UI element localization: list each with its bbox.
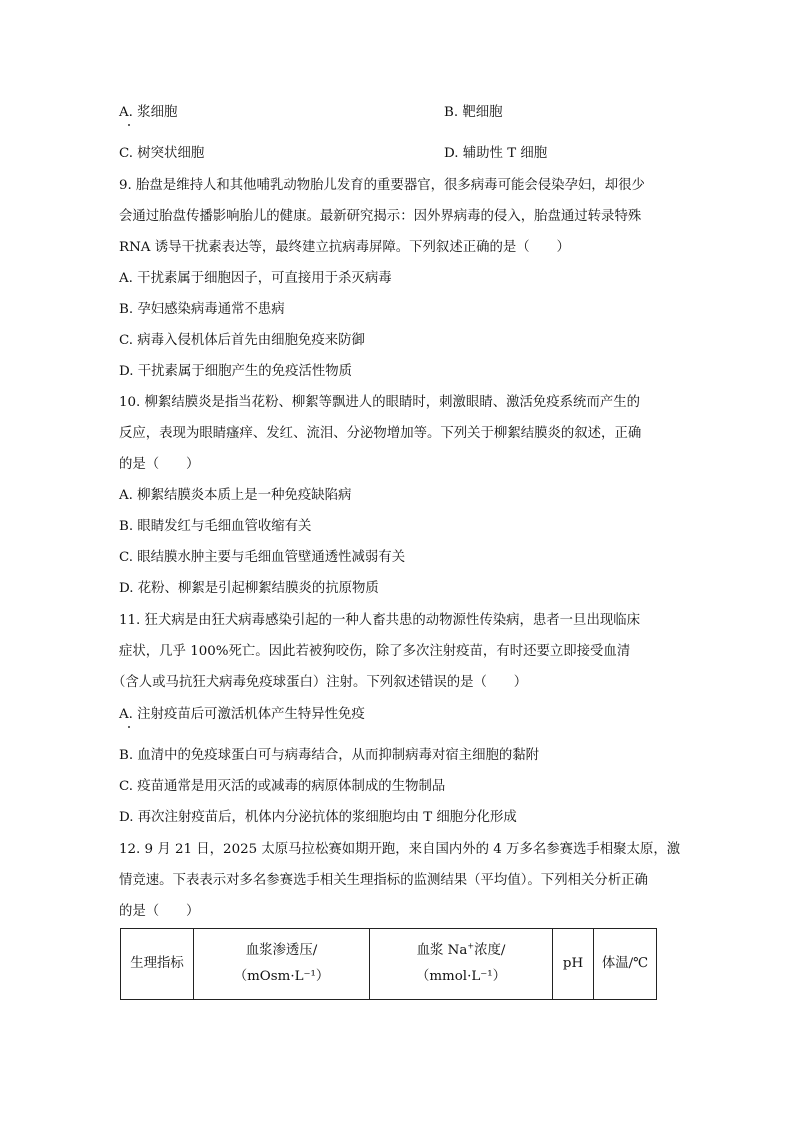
q10-stem-line-1: 10. 柳絮结膜炎是指当花粉、柳絮等飘进人的眼睛时，刺激眼睛、激活免疫系统而产生的 <box>119 395 641 410</box>
header-body-temperature: 体温/℃ <box>594 929 657 1000</box>
emphasis-dot <box>128 124 130 126</box>
q9-option-d: D. 干扰素属于细胞产生的免疫活性物质 <box>119 364 353 379</box>
q9-stem-line-1: 9. 胎盘是维持人和其他哺乳动物胎儿发育的重要器官，很多病毒可能会侵染孕妇，却很少 <box>119 178 645 193</box>
q11-option-b: B. 血清中的免疫球蛋白可与病毒结合，从而抑制病毒对宿主细胞的黏附 <box>119 748 540 763</box>
q10-option-c: C. 眼结膜水肿主要与毛细血管壁通透性减弱有关 <box>119 550 406 565</box>
header-physiological-index: 生理指标 <box>121 929 194 1000</box>
q11-option-a: A. 注射疫苗后可激活机体产生特异性免疫 <box>119 707 365 722</box>
q8-option-c: C. 树突状细胞 <box>119 146 205 161</box>
q11-stem-line-1: 11. 狂犬病是由狂犬病毒感染引起的一种人畜共患的动物源性传染病，患者一旦出现临床 <box>119 613 641 628</box>
q10-option-b: B. 眼睛发红与毛细血管收缩有关 <box>119 519 312 534</box>
q11-option-c: C. 疫苗通常是用灭活的或减毒的病原体制成的生物制品 <box>119 779 446 794</box>
q12-stem-line-1: 12. 9 月 21 日，2025 太原马拉松赛如期开跑，来自国内外的 4 万多名参赛选手相聚太原，激 <box>119 842 681 857</box>
q11-stem-line-2: 症状，几乎 100%死亡。因此若被狗咬伤，除了多次注射疫苗，有时还要立即接受血清 <box>119 644 631 659</box>
q8-option-d: D. 辅助性 T 细胞 <box>444 146 548 161</box>
q12-stem-line-3: 的是（ ） <box>119 904 200 919</box>
header-plasma-osmotic-pressure: 血浆渗透压/ （mOsm·L⁻¹） <box>194 929 370 1000</box>
physiology-table <box>120 928 657 1000</box>
table-header-row <box>121 929 657 1000</box>
q11-option-d: D. 再次注射疫苗后，机体内分泌抗体的浆细胞均由 T 细胞分化形成 <box>119 810 517 825</box>
q8-option-b: B. 靶细胞 <box>444 105 503 120</box>
q9-stem-line-3: RNA 诱导干扰素表达等，最终建立抗病毒屏障。下列叙述正确的是（ ） <box>119 240 570 255</box>
q12-stem-line-2: 情竞速。下表表示对多名参赛选手相关生理指标的监测结果（平均值）。下列相关分析正确 <box>119 873 648 888</box>
header-plasma-na-concentration: 血浆 Na+浓度/ （mmol·L⁻¹） <box>370 929 553 1000</box>
q9-stem-line-2: 会通过胎盘传播影响胎儿的健康。最新研究揭示：因外界病毒的侵入，胎盘通过转录特殊 <box>119 209 642 224</box>
q10-option-d: D. 花粉、柳絮是引起柳絮结膜炎的抗原物质 <box>119 581 379 596</box>
emphasis-dot <box>128 726 130 728</box>
q9-option-b: B. 孕妇感染病毒通常不患病 <box>119 302 285 317</box>
q11-stem-line-3: （含人或马抗狂犬病毒免疫球蛋白）注射。下列叙述错误的是（ ） <box>112 675 528 690</box>
q8-option-a: A. 浆细胞 <box>119 105 178 120</box>
q10-stem-line-2: 反应，表现为眼睛瘙痒、发红、流泪、分泌物增加等。下列关于柳絮结膜炎的叙述，正确 <box>119 426 642 441</box>
q10-option-a: A. 柳絮结膜炎本质上是一种免疫缺陷病 <box>119 488 352 503</box>
q9-option-a: A. 干扰素属于细胞因子，可直接用于杀灭病毒 <box>119 271 392 286</box>
q10-stem-line-3: 的是（ ） <box>119 457 200 472</box>
q9-option-c: C. 病毒入侵机体后首先由细胞免疫来防御 <box>119 333 365 348</box>
header-ph: pH <box>553 929 594 1000</box>
